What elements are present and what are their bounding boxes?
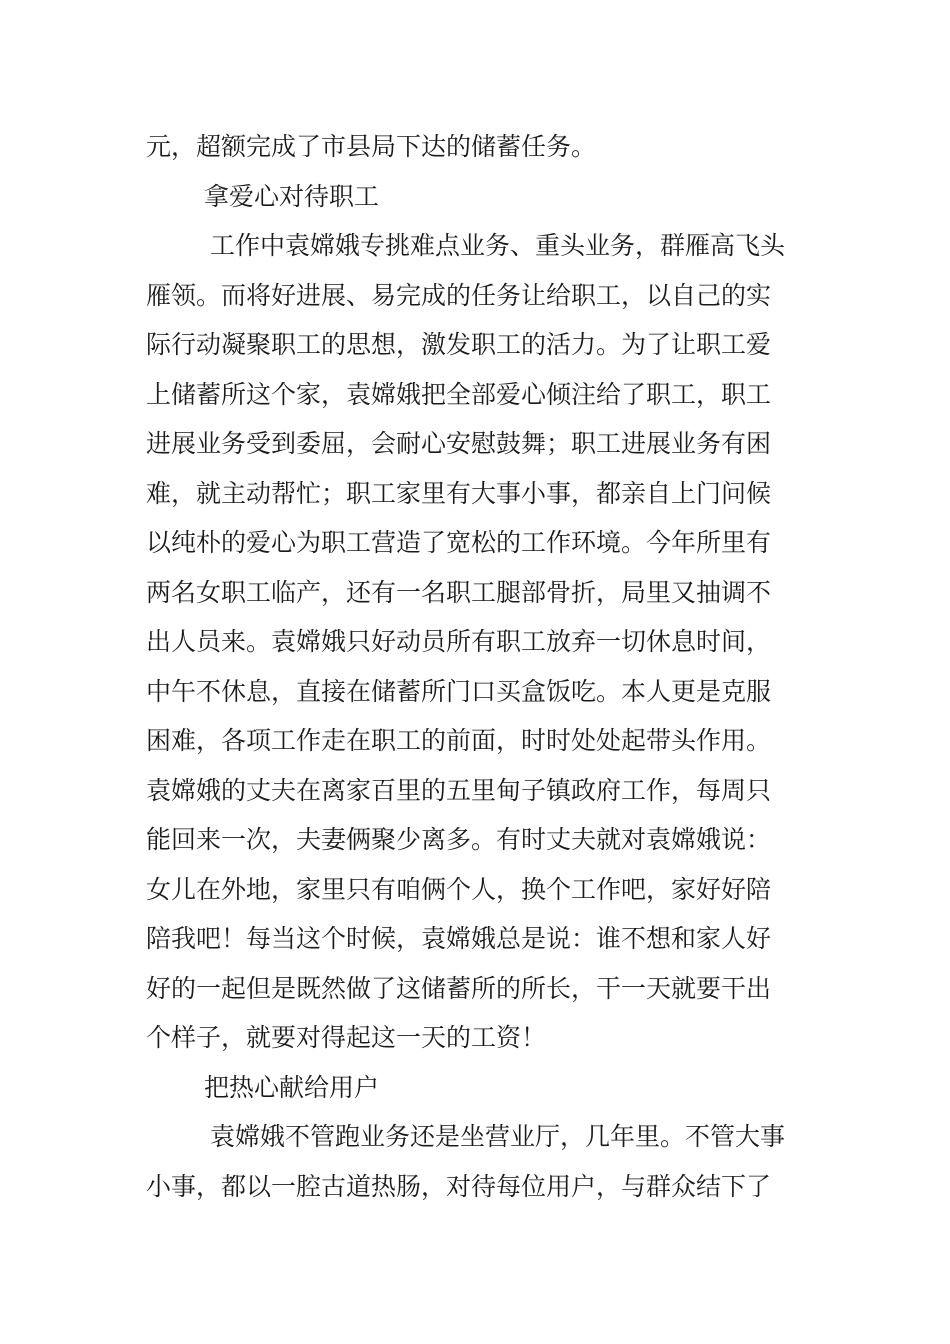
- text-line: 陪我吧！每当这个时候，袁嫦娥总是说：谁不想和家人好: [146, 924, 772, 953]
- text-line: 中午不休息，直接在储蓄所门口买盒饭吃。本人更是克服: [146, 676, 772, 706]
- text-line: 个样子，就要对得起这一天的工资！: [146, 1023, 547, 1052]
- text-line: 上储蓄所这个家，袁嫦娥把全部爱心倾注给了职工，职工: [146, 379, 772, 409]
- document-body: [146, 122, 816, 1211]
- text-line: 女儿在外地，家里只有咱俩个人，换个工作吧，家好好陪: [146, 874, 772, 904]
- text-line: 元，超额完成了市县局下达的储蓄任务。: [146, 132, 597, 161]
- text-line: 雁领。而将好进展、易完成的任务让给职工，以自己的实: [146, 280, 772, 310]
- text-line: 好的一起但是既然做了这储蓄所的所长，干一天就要干出: [146, 973, 772, 1003]
- text-line: 两名女职工临产，还有一名职工腿部骨折，局里又抽调不: [146, 577, 772, 607]
- text-line: 袁嫦娥的丈夫在离家百里的五里甸子镇政府工作，每周只: [146, 775, 772, 805]
- text-line: 难，就主动帮忙；职工家里有大事小事，都亲自上门问候: [146, 478, 772, 508]
- text-line: 能回来一次，夫妻俩聚少离多。有时丈夫就对袁嫦娥说：: [146, 825, 772, 854]
- text-line: 困难，各项工作走在职工的前面，时时处处起带头作用。: [146, 726, 772, 755]
- section-heading: 把热心献给用户: [204, 1072, 380, 1102]
- text-line: 小事，都以一腔古道热肠，对待每位用户，与群众结下了: [146, 1171, 772, 1201]
- text-line: 际行动凝聚职工的思想，激发职工的活力。为了让职工爱: [146, 330, 772, 359]
- section-heading: 拿爱心对待职工: [204, 181, 380, 211]
- text-line: 工作中袁嫦娥专挑难点业务、重头业务，群雁高飞头: [210, 231, 786, 260]
- text-line: 袁嫦娥不管跑业务还是坐营业厅，几年里。不管大事: [210, 1122, 786, 1151]
- text-line: 出人员来。袁嫦娥只好动员所有职工放弃一切休息时间，: [146, 627, 772, 656]
- text-line: 进展业务受到委屈，会耐心安慰鼓舞；职工进展业务有困: [146, 429, 772, 458]
- text-line: 以纯朴的爱心为职工营造了宽松的工作环境。今年所里有: [146, 528, 772, 557]
